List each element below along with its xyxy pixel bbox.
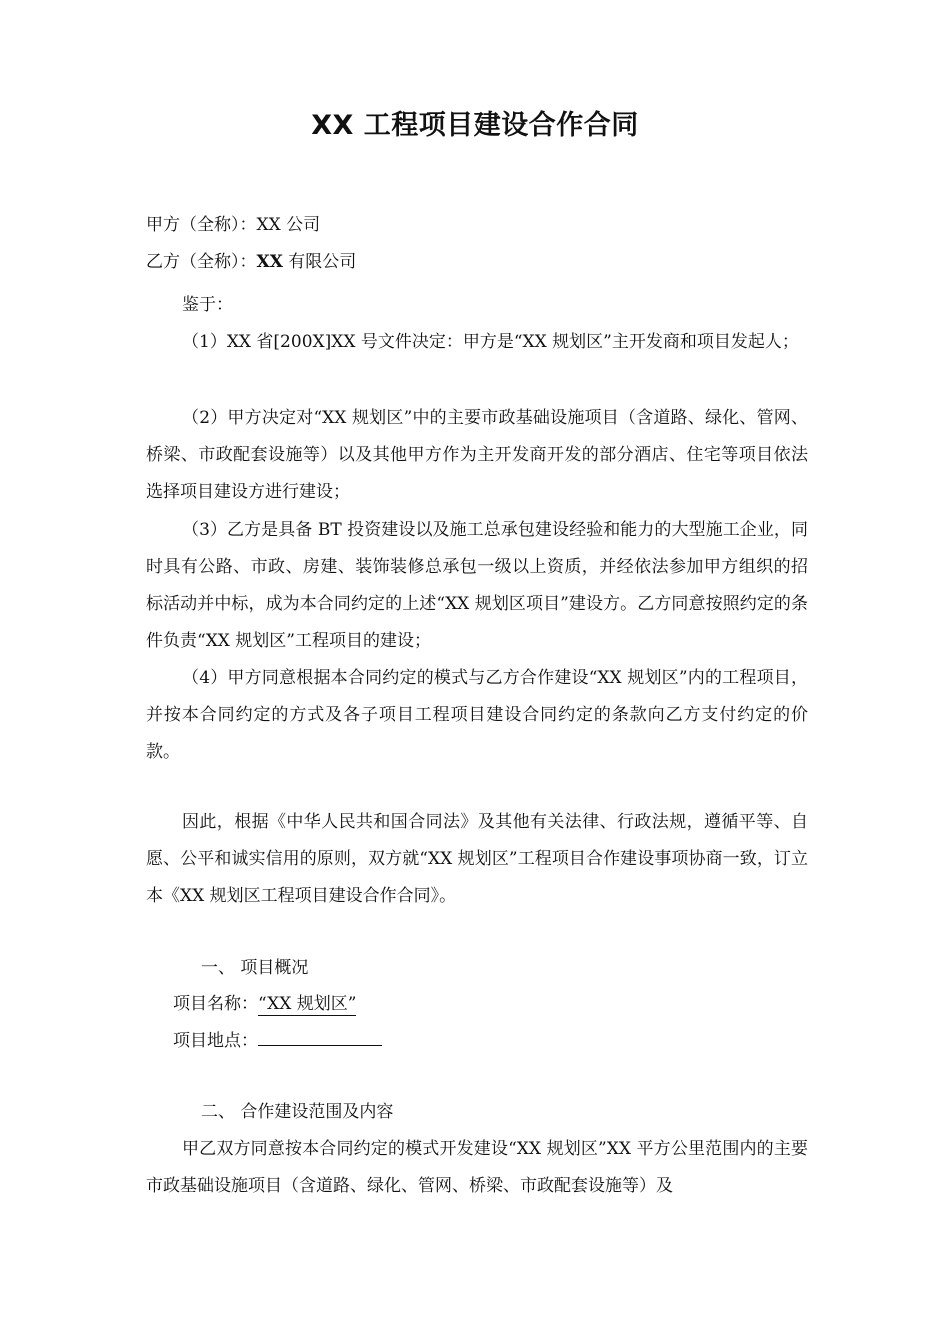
project-location-label: 项目地点： xyxy=(173,1031,258,1051)
document-title: XX 工程项目建设合作合同 xyxy=(311,110,639,141)
section-1-heading: 一、 项目概况 xyxy=(201,958,309,978)
project-location-line xyxy=(173,1023,382,1060)
section-2-heading: 二、 合作建设范围及内容 xyxy=(201,1102,394,1122)
recital-4: （4）甲方同意根据本合同约定的模式与乙方合作建设“XX 规划区”内的工程项目，并按本合同约定的方式及各子项目工程项目建设合同约定的条款向乙方支付约定的价款。 xyxy=(146,668,808,762)
party-b-label: 乙方（全称）： xyxy=(146,252,257,272)
party-b-name-rest: 有限公司 xyxy=(282,252,357,272)
party-a-name: XX 公司 xyxy=(256,215,321,235)
project-name-label: 项目名称： xyxy=(173,994,258,1014)
project-name-line xyxy=(173,986,356,1023)
project-location-blank xyxy=(258,1029,382,1046)
recital-1: （1）XX 省[200X]XX 号文件决定：甲方是“XX 规划区”主开发商和项目发起人； xyxy=(182,332,799,352)
party-b-name-bold: XX xyxy=(256,252,283,272)
party-a-line xyxy=(146,207,320,244)
section-2-body: 甲乙双方同意按本合同约定的模式开发建设“XX 规划区”XX 平方公里范围内的主要市政基础设施项目（含道路、绿化、管网、桥梁、市政配套设施等）及 xyxy=(146,1139,808,1196)
party-b-line xyxy=(146,244,356,281)
project-name-value: “XX 规划区” xyxy=(258,994,357,1014)
therefore-paragraph: 因此，根据《中华人民共和国合同法》及其他有关法律、行政法规，遵循平等、自愿、公平和诚实信用的原则，双方就“XX 规划区”工程项目合作建设事项协商一致，订立本《XX 规划区工程项目建设合作合同》。 xyxy=(146,812,808,906)
recital-2: （2）甲方决定对“XX 规划区”中的主要市政基础设施项目（含道路、绿化、管网、桥梁、市政配套设施等）以及其他甲方作为主开发商开发的部分酒店、住宅等项目依法选择项目建设方进行建设； xyxy=(146,408,808,502)
whereas-label: 鉴于： xyxy=(182,295,233,315)
party-a-label: 甲方（全称）： xyxy=(146,215,257,235)
recital-3: （3）乙方是具备 BT 投资建设以及施工总承包建设经验和能力的大型施工企业，同时具有公路、市政、房建、装饰装修总承包一级以上资质，并经依法参加甲方组织的招标活动并中标，成为本合同约定的上述“XX 规划区项目”建设方。乙方同意按照约定的条件负责“XX 规划区”工程项目的建设； xyxy=(146,520,808,651)
